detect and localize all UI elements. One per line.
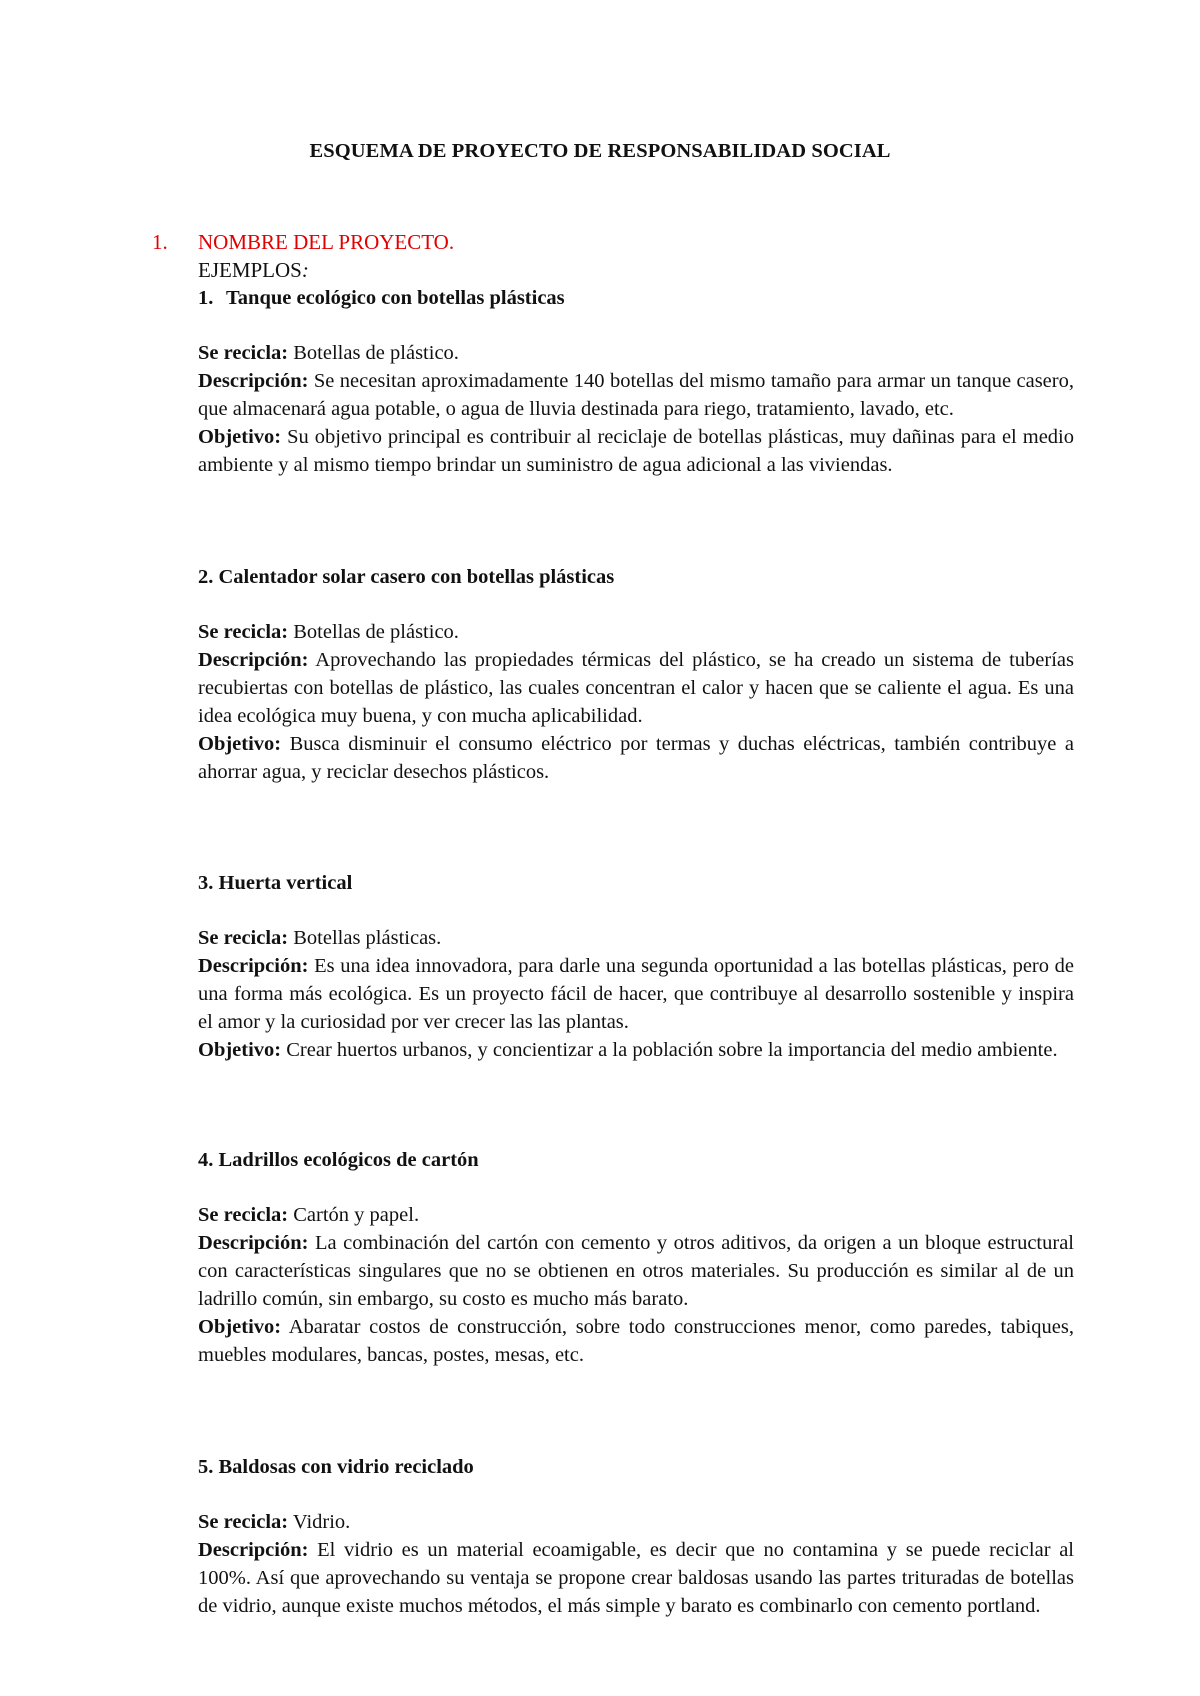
- project-number: 2.: [198, 566, 214, 588]
- project-item: [198, 1146, 1074, 1369]
- description-text: El vidrio es un material ecoamigable, es decir que no contamina y se puede reciclar al 100%. Así que aprovechando su ventaja se propone crear baldosas usando las partes trituradas de botellas de vidrio, aunque existe muchos métodos, el más simple y barato es combinarlo con cemento portland.: [198, 1539, 1074, 1617]
- recycles-line: [198, 1508, 1074, 1536]
- recycles-label: Se recicla:: [198, 1204, 289, 1226]
- project-body: [198, 339, 1074, 479]
- examples-colon: :: [301, 258, 309, 282]
- recycles-line: [198, 924, 1074, 952]
- recycles-line: [198, 339, 1074, 367]
- objective-paragraph: [198, 1036, 1074, 1064]
- recycles-label: Se recicla:: [198, 927, 289, 949]
- description-text: La combinación del cartón con cemento y otros aditivos, da origen a un bloque estructural con características singulares que no se obtienen en otros materiales. Su producción es similar al de un ladrillo común, sin embargo, su costo es mucho más barato.: [198, 1232, 1074, 1310]
- project-title-text: Calentador solar casero con botellas plásticas: [218, 566, 615, 588]
- project-body: [198, 618, 1074, 786]
- objective-label: Objetivo:: [198, 1039, 282, 1061]
- project-item: [198, 869, 1074, 1064]
- description-label: Descripción:: [198, 370, 309, 392]
- objective-paragraph: [198, 730, 1074, 786]
- project-title: [198, 1453, 1074, 1481]
- recycles-label: Se recicla:: [198, 621, 289, 643]
- objective-label: Objetivo:: [198, 1316, 282, 1338]
- objective-text: Crear huertos urbanos, y concientizar a la población sobre la importancia del medio ambiente.: [281, 1039, 1058, 1061]
- description-paragraph: [198, 952, 1074, 1036]
- project-item: [198, 1453, 1074, 1620]
- project-number: 4.: [198, 1149, 214, 1171]
- project-title: [198, 284, 1074, 312]
- recycles-label: Se recicla:: [198, 342, 289, 364]
- project-title: [198, 1146, 1074, 1174]
- recycles-line: [198, 1201, 1074, 1229]
- project-title: [198, 563, 1074, 591]
- description-paragraph: [198, 367, 1074, 423]
- recycles-line: [198, 618, 1074, 646]
- objective-label: Objetivo:: [198, 426, 282, 448]
- description-text: Es una idea innovadora, para darle una segunda oportunidad a las botellas plásticas, pero de una forma más ecológica. Es un proyecto fácil de hacer, que contribuye al desarrollo sostenible y inspira el amor y la curiosidad por ver crecer las las plantas.: [198, 955, 1074, 1033]
- examples-label-text: EJEMPLOS: [198, 258, 302, 282]
- objective-text: Busca disminuir el consumo eléctrico por termas y duchas eléctricas, también contribuye a ahorrar agua, y reciclar desechos plásticos.: [198, 733, 1074, 783]
- project-title-text: Huerta vertical: [218, 872, 353, 894]
- description-label: Descripción:: [198, 955, 309, 977]
- description-text: Aprovechando las propiedades térmicas del plástico, se ha creado un sistema de tuberías recubiertas con botellas de plástico, las cuales concentran el calor y hacen que se caliente el agua. Es una idea ecológica muy buena, y con mucha aplicabilidad.: [198, 649, 1074, 727]
- recycles-value: Botellas de plástico.: [288, 621, 459, 643]
- project-number: 1.: [198, 287, 214, 309]
- description-paragraph: [198, 646, 1074, 730]
- recycles-label: Se recicla:: [198, 1511, 289, 1533]
- examples-label: [198, 256, 309, 284]
- description-text: Se necesitan aproximadamente 140 botellas del mismo tamaño para armar un tanque casero, que almacenará agua potable, o agua de lluvia destinada para riego, tratamiento, lavado, etc.: [198, 370, 1074, 420]
- description-paragraph: [198, 1536, 1074, 1620]
- recycles-value: Botellas de plástico.: [288, 342, 459, 364]
- section-number: 1.: [152, 230, 168, 254]
- recycles-value: Botellas plásticas.: [288, 927, 442, 949]
- project-title: [198, 869, 1074, 897]
- recycles-value: Cartón y papel.: [288, 1204, 420, 1226]
- description-label: Descripción:: [198, 1539, 309, 1561]
- objective-text: Su objetivo principal es contribuir al reciclaje de botellas plásticas, muy dañinas para el medio ambiente y al mismo tiempo brindar un suministro de agua adicional a las viviendas.: [198, 426, 1074, 476]
- description-label: Descripción:: [198, 649, 309, 671]
- project-body: [198, 1508, 1074, 1620]
- section-heading: [152, 228, 454, 256]
- project-title-text: Tanque ecológico con botellas plásticas: [226, 287, 565, 309]
- objective-paragraph: [198, 423, 1074, 479]
- objective-text: Abaratar costos de construcción, sobre todo construcciones menor, como paredes, tabiques, muebles modulares, bancas, postes, mesas, etc.: [198, 1316, 1074, 1366]
- section-heading-text: NOMBRE DEL PROYECTO.: [198, 230, 455, 254]
- recycles-value: Vidrio.: [288, 1511, 351, 1533]
- project-item: [198, 563, 1074, 786]
- project-number: 5.: [198, 1456, 214, 1478]
- document-title: ESQUEMA DE PROYECTO DE RESPONSABILIDAD SOCIAL: [309, 140, 891, 162]
- project-body: [198, 924, 1074, 1064]
- project-number: 3.: [198, 872, 214, 894]
- project-title-text: Baldosas con vidrio reciclado: [218, 1456, 474, 1478]
- description-paragraph: [198, 1229, 1074, 1313]
- objective-paragraph: [198, 1313, 1074, 1369]
- objective-label: Objetivo:: [198, 733, 282, 755]
- project-title-text: Ladrillos ecológicos de cartón: [218, 1149, 479, 1171]
- project-body: [198, 1201, 1074, 1369]
- description-label: Descripción:: [198, 1232, 309, 1254]
- project-item: [198, 284, 1074, 479]
